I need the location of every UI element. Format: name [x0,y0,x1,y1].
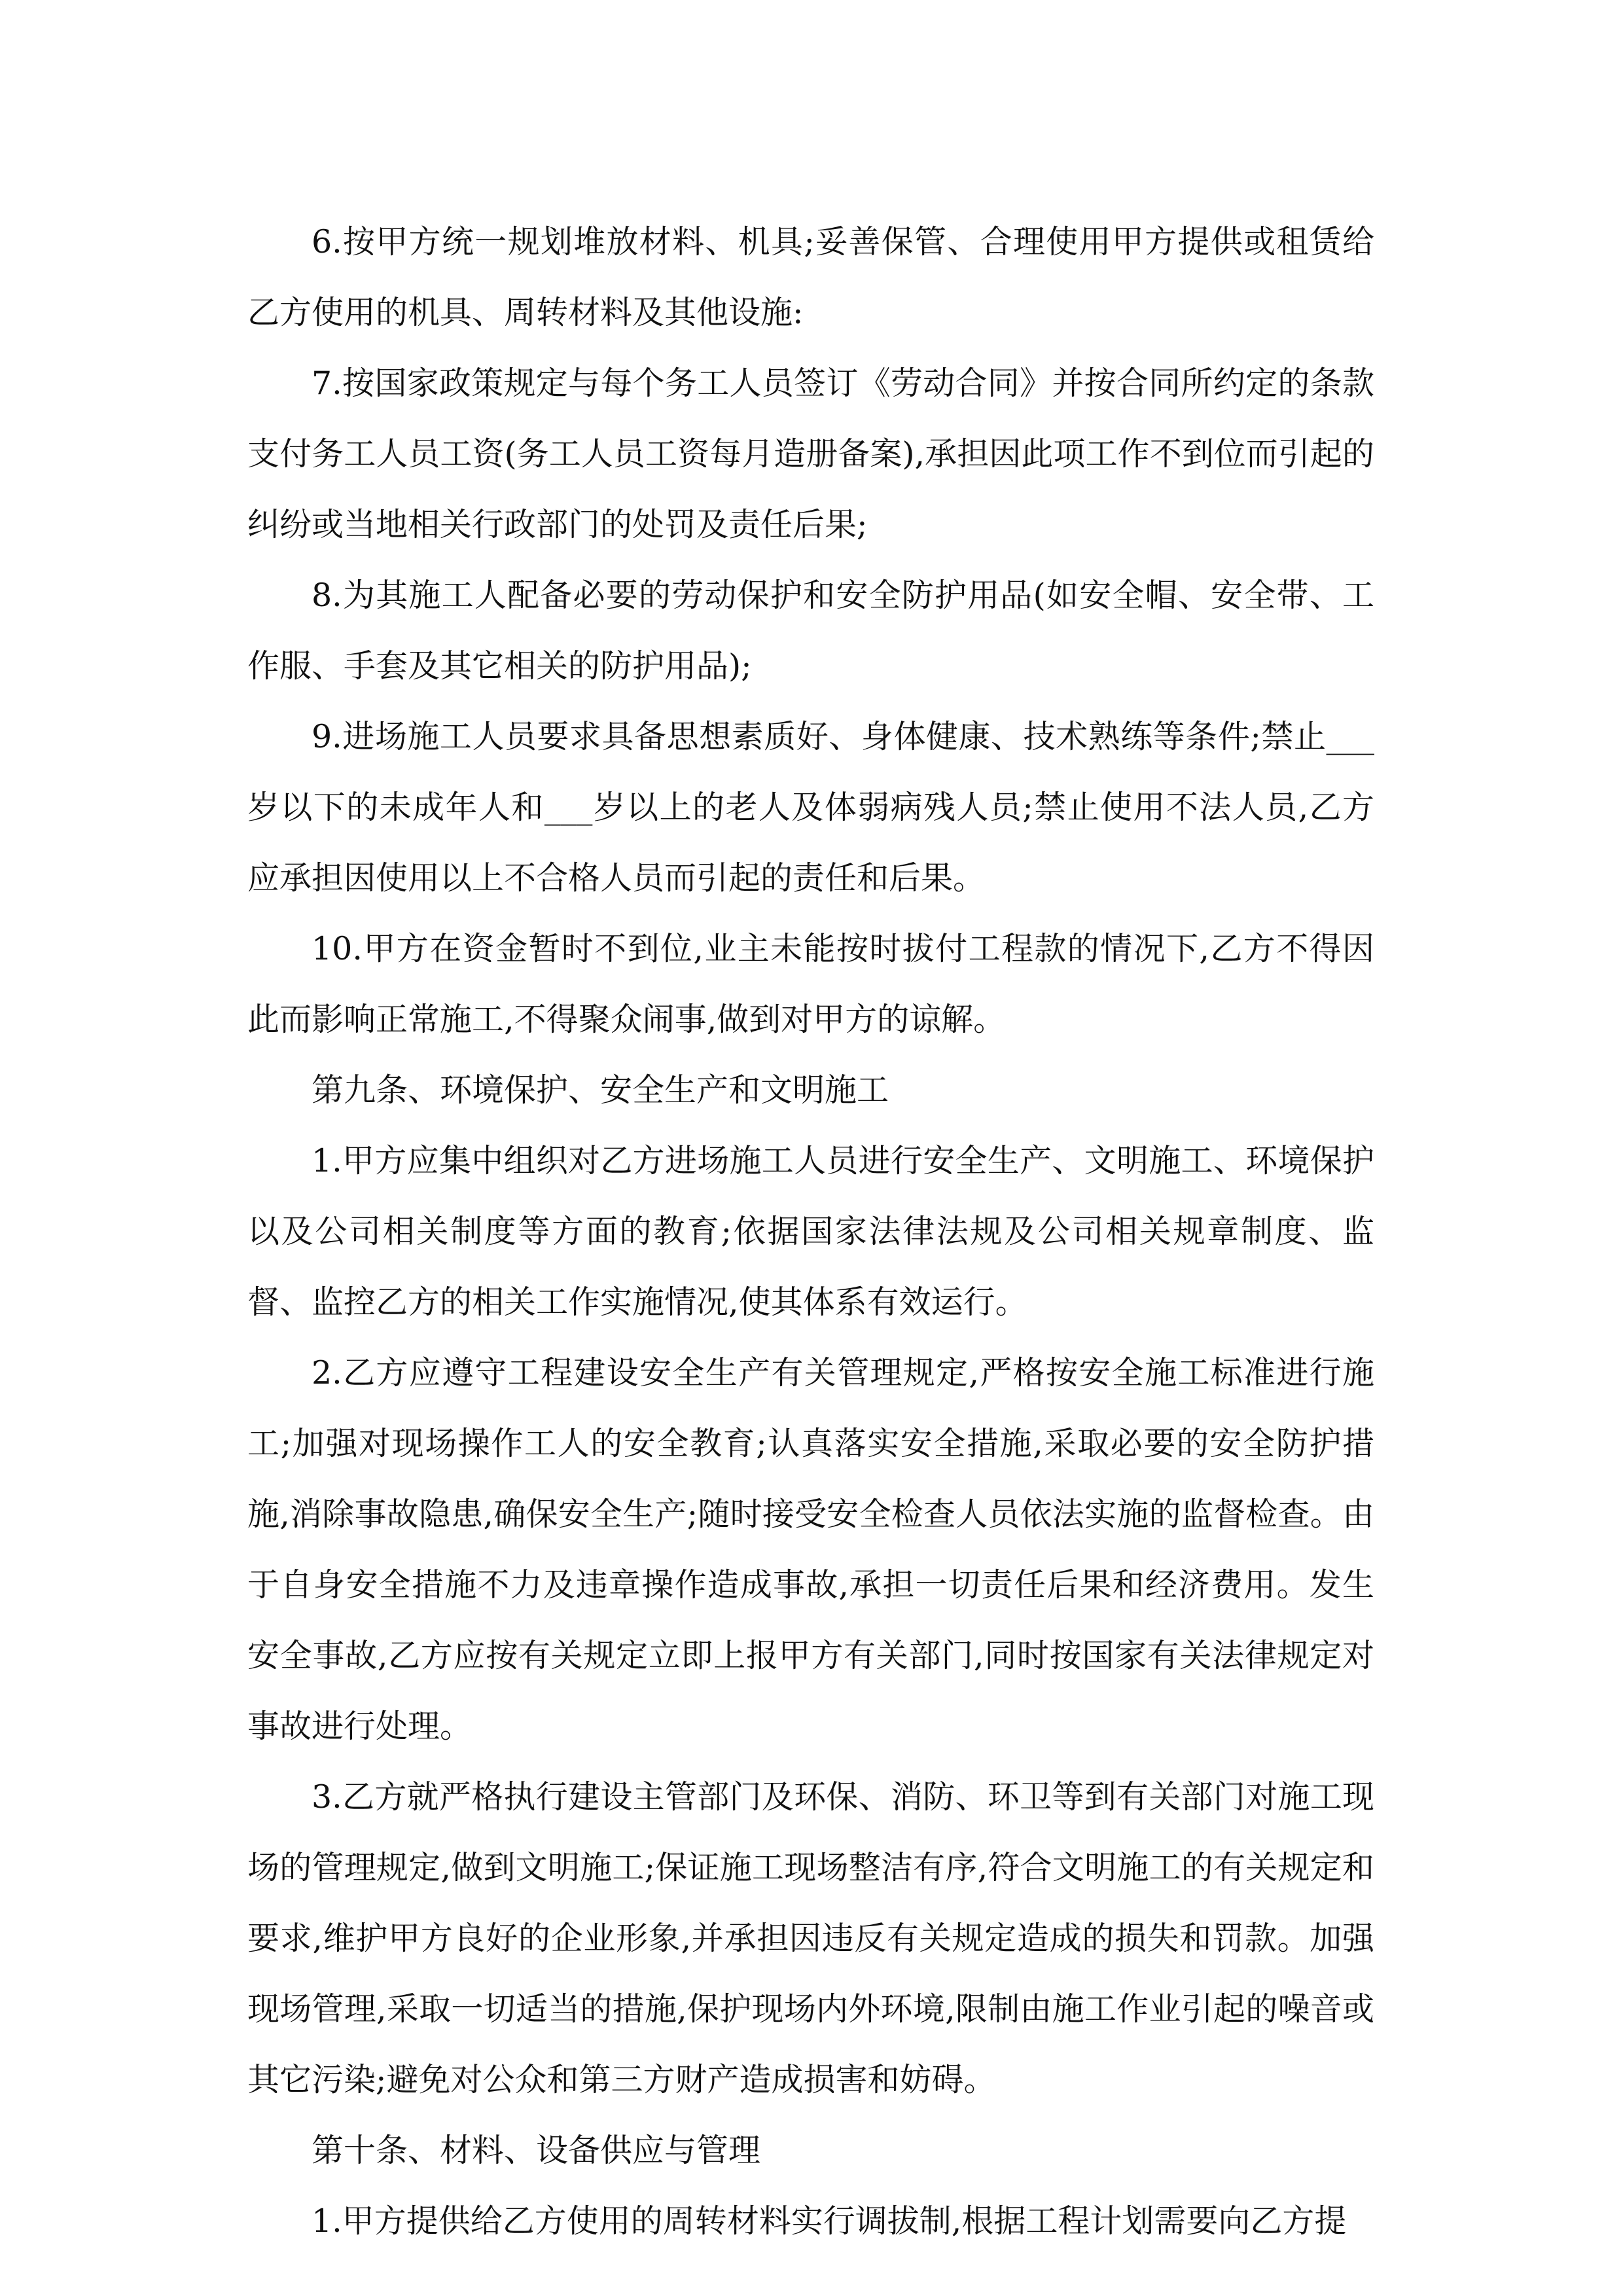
paragraph-item-8: 8.为其施工人配备必要的劳动保护和安全防护用品(如安全帽、安全带、工作服、手套及其它相关的防护用品); [247,577,1374,685]
paragraph-article-9-item-3: 3.乙方就严格执行建设主管部门及环保、消防、环卫等到有关部门对施工现场的管理规定,做到文明施工;保证施工现场整洁有序,符合文明施工的有关规定和要求,维护甲方良好的企业形象,并承担因违反有关规定造成的损失和罚款。加强现场管理,采取一切适当的措施,保护现场内外环境,限制由施工作业引起的噪音或其它污染;避免对公众和第三方财产造成损害和妨碍。 [247,1778,1374,2098]
paragraph-article-10-item-1: 1.甲方提供给乙方使用的周转材料实行调拔制,根据工程计划需要向乙方提 [312,2202,1347,2240]
paragraph-item-7: 7.按国家政策规定与每个务工人员签订《劳动合同》并按合同所约定的条款支付务工人员工资(务工人员工资每月造册备案),承担因此项工作不到位而引起的纠纷或当地相关行政部门的处罚及责任后果; [247,365,1374,543]
paragraph-item-9: 9.进场施工人员要求具备思想素质好、身体健康、技术熟练等条件;禁止___岁以下的未成年人和___岁以上的老人及体弱病残人员;禁止使用不法人员,乙方应承担因使用以上不合格人员而引起的责任和后果。 [247,718,1374,897]
section-heading-article-10: 第十条、材料、设备供应与管理 [312,2132,761,2169]
section-heading-article-9: 第九条、环境保护、安全生产和文明施工 [312,1071,889,1109]
paragraph-article-9-item-2: 2.乙方应遵守工程建设安全生产有关管理规定,严格按安全施工标准进行施工;加强对现场操作工人的安全教育;认真落实安全措施,采取必要的安全防护措施,消除事故隐患,确保安全生产;随时接受安全检查人员依法实施的监督检查。由于自身安全措施不力及违章操作造成事故,承担一切责任后果和经济费用。发生安全事故,乙方应按有关规定立即上报甲方有关部门,同时按国家有关法律规定对事故进行处理。 [247,1354,1374,1745]
paragraph-article-9-item-1: 1.甲方应集中组织对乙方进场施工人员进行安全生产、文明施工、环境保护以及公司相关制度等方面的教育;依据国家法律法规及公司相关规章制度、监督、监控乙方的相关工作实施情况,使其体系有效运行。 [247,1142,1374,1321]
paragraph-item-6: 6.按甲方统一规划堆放材料、机具;妥善保管、合理使用甲方提供或租赁给乙方使用的机具、周转材料及其他设施: [247,223,1374,331]
paragraph-item-10: 10.甲方在资金暂时不到位,业主未能按时拔付工程款的情况下,乙方不得因此而影响正常施工,不得聚众闹事,做到对甲方的谅解。 [247,930,1374,1038]
document-body [247,207,1374,2257]
